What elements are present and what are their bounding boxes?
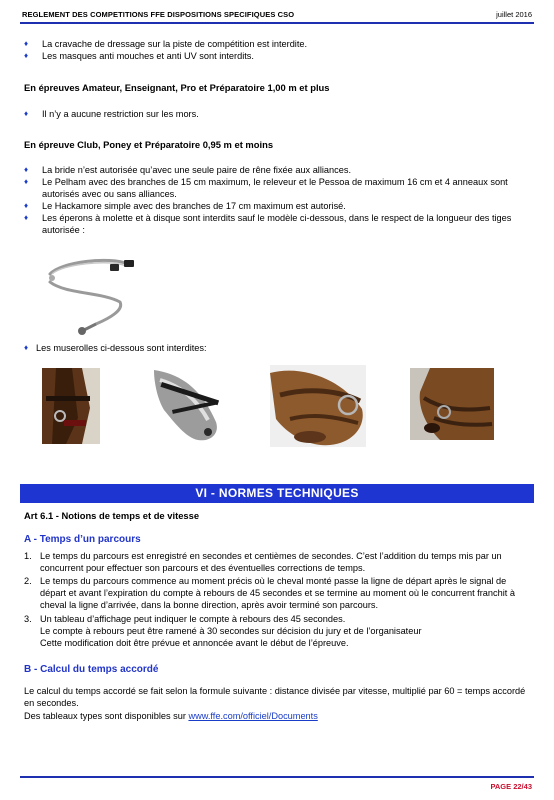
spur-image: [40, 244, 140, 336]
bullet-icon: ♦: [24, 201, 29, 210]
list-item: Les muserolles ci-dessous sont interdites:: [36, 343, 207, 353]
list-item: Les masques anti mouches et anti UV sont interdits.: [42, 51, 254, 61]
section-title-amateur: En épreuves Amateur, Enseignant, Pro et Préparatoire 1,00 m et plus: [24, 82, 330, 93]
bullet-icon: ♦: [24, 39, 29, 48]
header-rule: [20, 22, 534, 24]
bullet-icon: ♦: [24, 177, 29, 186]
list-item: Le temps du parcours est enregistré en secondes et centièmes de secondes. C’est l’addition du temps mis par un concurrent pour effectuer son parcours et des éventuelles corrections de temps.: [40, 551, 502, 573]
part-b-title: B - Calcul du temps accordé: [24, 664, 159, 675]
header-date: juillet 2016: [496, 10, 532, 19]
list-item: Les éperons à molette et à disque sont interdits sauf le modèle ci-dessous, dans le respect de la longueur des tiges autorisée :: [42, 213, 512, 235]
page-header: [20, 9, 534, 23]
list-number: 2.: [24, 576, 32, 586]
list-number: 3.: [24, 614, 32, 624]
header-title: REGLEMENT DES COMPETITIONS FFE DISPOSITIONS SPECIFIQUES CSO: [22, 10, 295, 19]
link-prefix: Des tableaux types sont disponibles sur: [24, 711, 189, 721]
page-number: PAGE 22/43: [490, 782, 532, 791]
ffe-documents-link[interactable]: www.ffe.com/officiel/Documents: [188, 711, 318, 721]
part-a-title: A - Temps d’un parcours: [24, 534, 141, 545]
list-item: Un tableau d’affichage peut indiquer le compte à rebours des 45 secondes.: [40, 614, 346, 624]
noseband-photo-2: [152, 370, 224, 444]
noseband-photo-3: [270, 365, 366, 447]
list-item: La cravache de dressage sur la piste de compétition est interdite.: [42, 39, 308, 49]
list-item: La bride n’est autorisée qu’avec une seule paire de rêne fixée aux alliances.: [42, 165, 352, 175]
list-item: Le temps du parcours commence au moment précis où le cheval monté passe la ligne de départ après le signal de départ et avant l’expiration du compte à rebours de 45 secondes et se termine au moment où le concurrent franchit à cheval la ligne d’arrivée, dans la bonne direction, après avoir terminé son parcours.: [40, 576, 515, 610]
list-item: Il n’y a aucune restriction sur les mors.: [42, 109, 199, 119]
bullet-icon: ♦: [24, 165, 29, 174]
list-item: Le Pelham avec des branches de 15 cm maximum, le releveur et le Pessoa de maximum 16 cm et 4 anneaux sont autorisés avec ou sans alliances.: [42, 177, 508, 199]
paragraph: Le calcul du temps accordé se fait selon la formule suivante : distance divisée par vitesse, multiplié par 60 = temps accordé en secondes.: [24, 686, 526, 708]
bullet-icon: ♦: [24, 51, 29, 60]
article-title: Art 6.1 - Notions de temps et de vitesse: [24, 510, 200, 521]
footer-rule: [20, 776, 534, 778]
noseband-photo-4: [410, 368, 494, 440]
paragraph: Cette modification doit être prévue et annoncée avant le début de l’épreuve.: [40, 638, 349, 648]
noseband-photo-1: [42, 368, 100, 444]
paragraph: Le compte à rebours peut être ramené à 30 secondes sur décision du jury et de l’organisateur: [40, 626, 422, 636]
list-number: 1.: [24, 551, 32, 561]
paragraph: [24, 710, 318, 722]
list-item: Le Hackamore simple avec des branches de 17 cm maximum est autorisé.: [42, 201, 346, 211]
section-title-club: En épreuve Club, Poney et Préparatoire 0,95 m et moins: [24, 139, 274, 150]
bullet-icon: ♦: [24, 343, 29, 352]
bullet-icon: ♦: [24, 213, 29, 222]
section-banner: VI - NORMES TECHNIQUES: [20, 484, 534, 503]
bullet-icon: ♦: [24, 109, 29, 118]
